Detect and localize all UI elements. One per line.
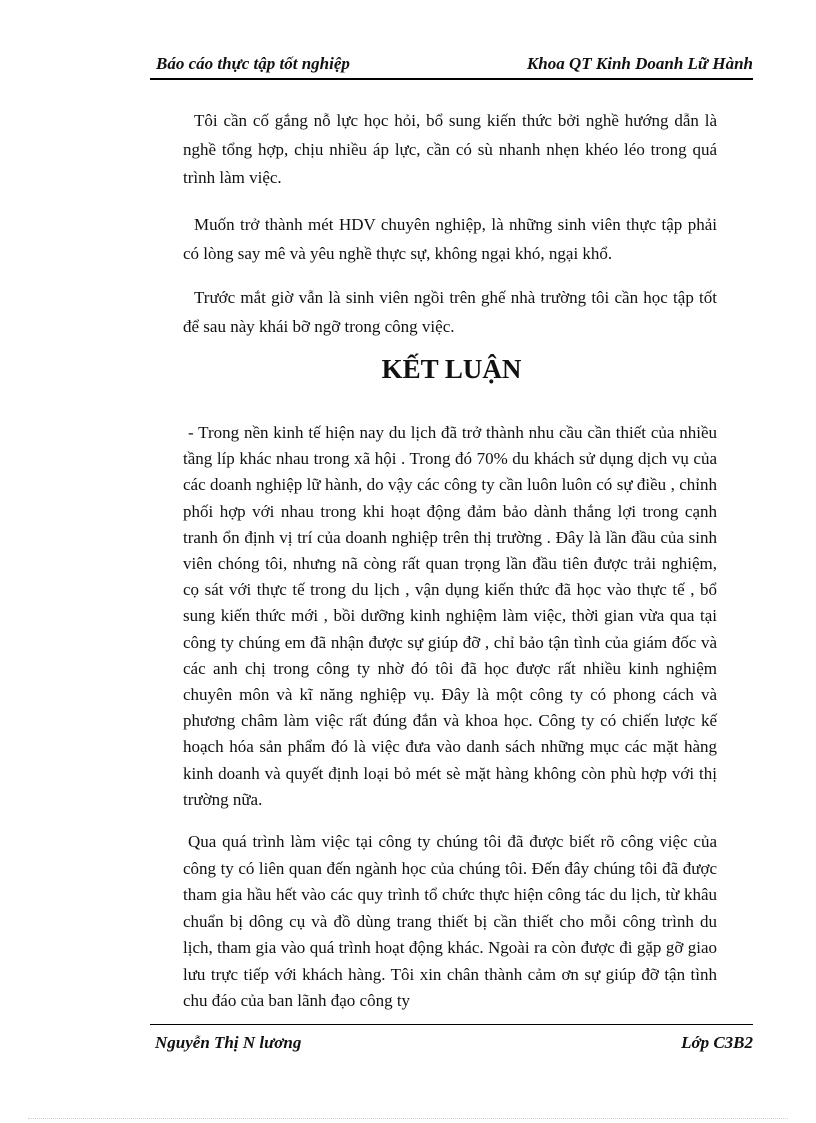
conclusion-paragraph-1: - Trong nền kinh tế hiện nay du lịch đã trở thành nhu cầu cần thiết của nhiều tầng líp khác nhau trong xã hội . Trong đó 70% du khách sử dụng dịch vụ của các doanh nghiệp lữ hành, do vậy các công ty cần luôn luôn có sự điều , chỉnh phối hợp với nhau trong khi hoạt động đảm bảo dành thắng lợi trong cạnh tranh ổn định vị trí của doanh nghiệp trên thị trường . Đây là lần đầu của sinh viên chóng tôi, nhưng nã còng rất quan trọng lần đầu tiên được trải nghiệm, cọ sát với thực tế trong du lịch , vận dụng kiến thức đã học vào thực tế , bổ sung kiến thức mới , bồi dưỡng kinh nghiệm làm việc, thời gian vừa qua tại công ty chúng em đã nhận được sự giúp đỡ , chỉ bảo tận tình của giám đốc và các anh chị trong công ty nhờ đó tôi đã học được rất nhiều kinh nghiệm chuyên môn và kĩ năng nghiệp vụ. Đây là một công ty có phong cách và phương châm làm việc rất đúng đắn và khoa học. Công ty có chiến lược kế hoạch hóa sản phẩm đó là việc đưa vào danh sách những mục các mặt hàng kinh doanh và quyết định loại bỏ mét sè mặt hàng không còn phù hợp với thị trường nữa.	[183, 423, 717, 809]
page-footer	[150, 1024, 753, 1055]
paragraph-2: Muốn trở thành mét HDV chuyên nghiệp, là những sinh viên thực tập phải có lòng say mê và yêu nghề thực sự, không ngại khó, ngại khổ.	[183, 215, 717, 263]
header-faculty: Khoa QT Kinh Doanh Lữ Hành	[526, 54, 753, 73]
footer-class: Lớp C3B2	[681, 1033, 753, 1052]
footer-author: Nguyễn Thị N lương	[155, 1033, 302, 1052]
page-header	[150, 54, 753, 80]
conclusion-paragraph-2: Qua quá trình làm việc tại công ty chúng tôi đã được biết rõ công việc của công ty có liên quan đến ngành học của chúng tôi. Đến đây chúng tôi đã được tham gia hầu hết vào các quy trình tổ chức thực hiện công tác du lịch, từ khâu chuẩn bị dông cụ và đồ dùng trang thiết bị cần thiết cho mỗi công trình du lịch, tham gia vào quá trình hoạt động khác. Ngoài ra còn được đi gặp gỡ giao lưu trực tiếp với khách hàng. Tôi xin chân thành cảm ơn sự giúp đỡ tận tình chu đáo của ban lãnh đạo công ty	[183, 832, 717, 1010]
paragraph-1: Tôi cần cố gắng nỗ lực học hỏi, bổ sung kiến thức bởi nghề hướng dẫn là nghề tổng hợp, chịu nhiều áp lực, cần có sù nhanh nhẹn khéo léo trong quá trình làm việc.	[183, 111, 717, 187]
paragraph-3: Trước mắt giờ vẫn là sinh viên ngồi trên ghế nhà trường tôi cần học tập tốt để sau này khái bỡ ngỡ trong công việc.	[183, 288, 717, 336]
header-report-title: Báo cáo thực tập tốt nghiệp	[156, 54, 350, 73]
page-edge-divider	[28, 1118, 788, 1119]
section-title: KẾT LUẬN	[381, 354, 522, 384]
